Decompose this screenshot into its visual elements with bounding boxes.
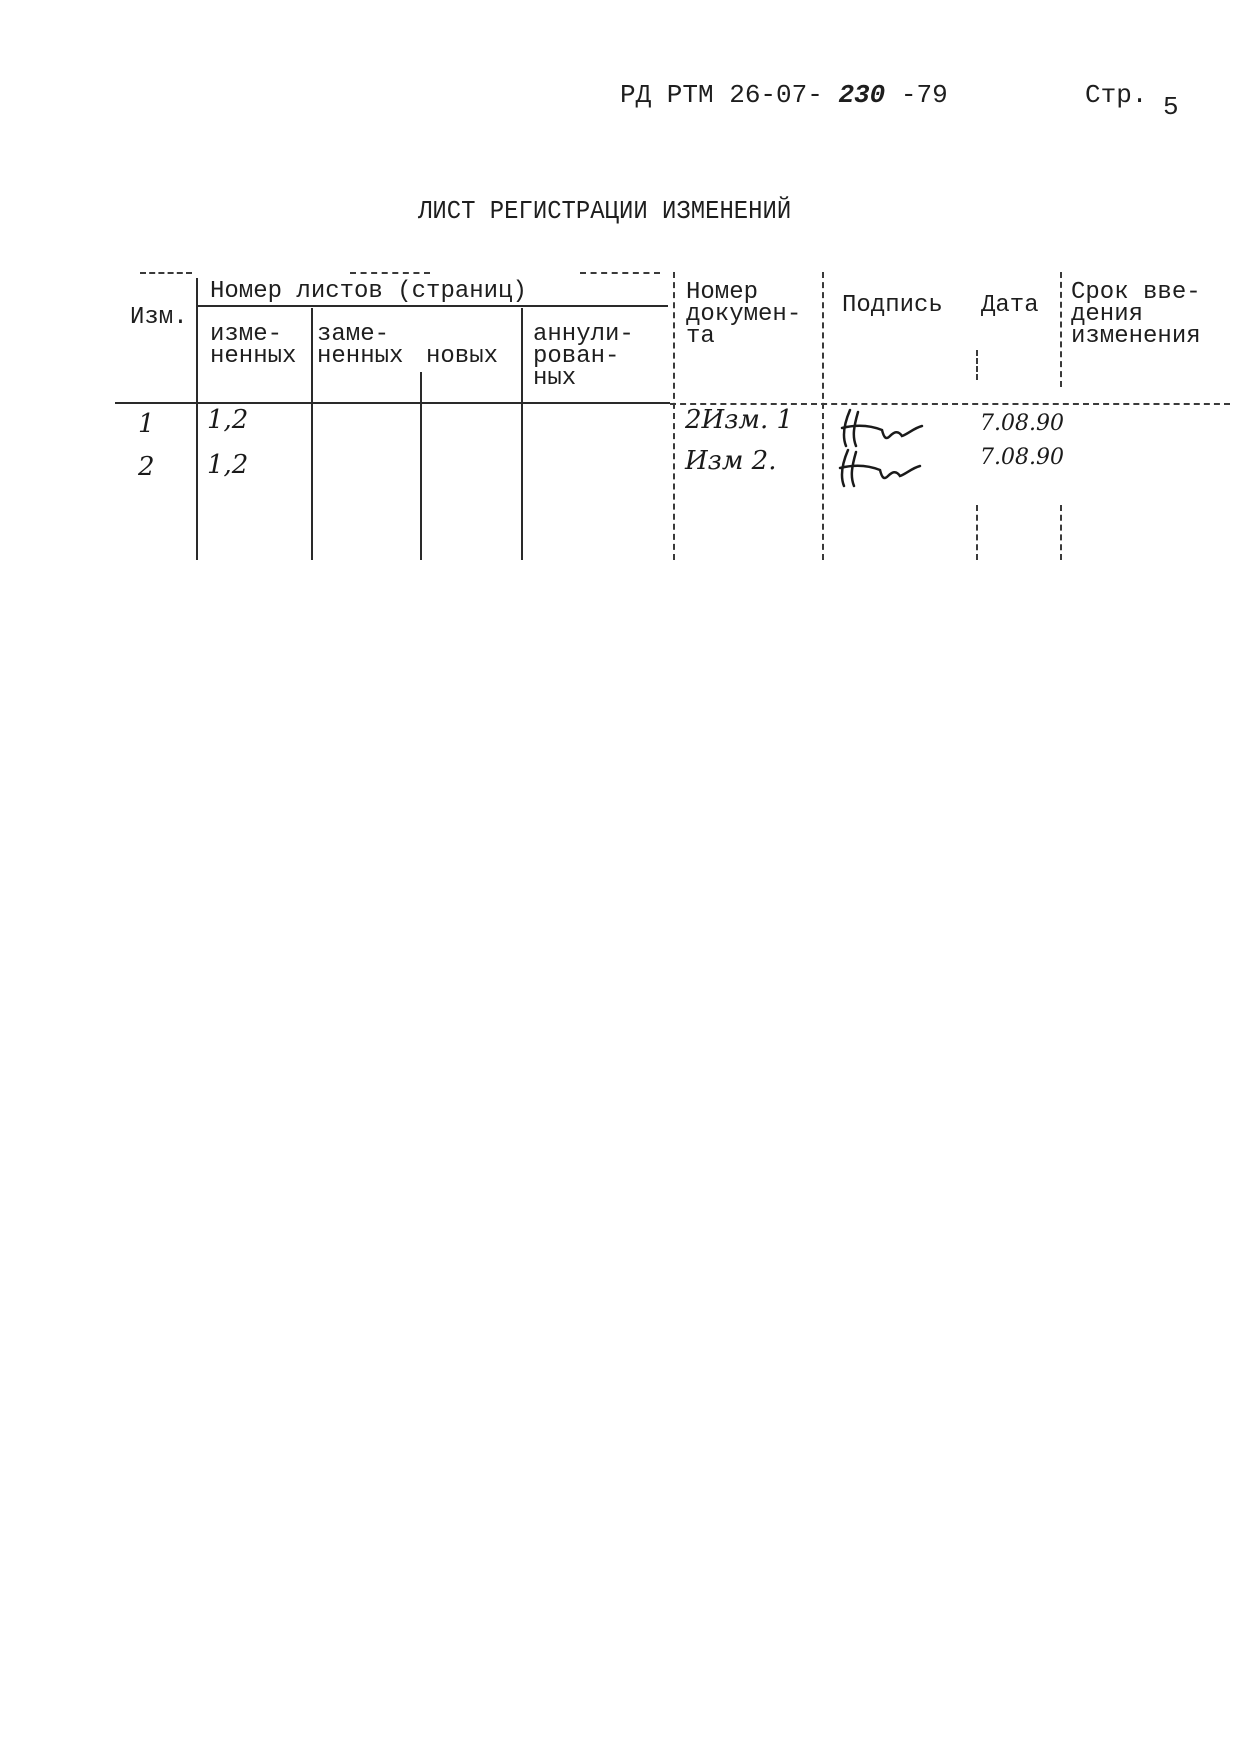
col-header-changed: изме- ненных <box>210 321 297 370</box>
group-header-underline <box>196 305 668 307</box>
col-header-replaced: заме- ненных <box>317 321 404 370</box>
col-divider-izm <box>196 278 198 560</box>
col-divider-annulled <box>673 272 675 560</box>
row-date: 7.08.90 <box>980 411 1064 436</box>
col-header-new: новых <box>426 343 499 370</box>
col-divider-signature <box>976 350 978 380</box>
col-header-doc: Номер докумен- та <box>686 279 802 350</box>
col-divider-signature <box>976 505 978 560</box>
row-izm: 1 <box>138 409 155 439</box>
col-divider-date <box>1060 272 1062 387</box>
page-number: 5 <box>1163 92 1179 122</box>
document-code-suffix: -79 <box>900 80 948 110</box>
document-code <box>620 80 948 110</box>
table-top-border <box>140 272 192 274</box>
signature-mark <box>838 406 928 450</box>
row-changed: 1,2 <box>207 405 249 435</box>
table-top-border <box>580 272 660 274</box>
col-header-group: Номер листов (страниц) <box>210 278 527 305</box>
row-changed: 1,2 <box>207 450 249 480</box>
col-header-term: Срок вве- дения изменения <box>1071 279 1201 350</box>
row-date: 7.08.90 <box>980 445 1064 470</box>
col-header-date: Дата <box>981 292 1039 319</box>
header-bottom-line <box>115 402 670 404</box>
col-divider-replaced <box>420 372 422 560</box>
page-indicator <box>1085 80 1179 122</box>
row-izm: 2 <box>138 452 155 482</box>
page-label: Стр. <box>1085 80 1148 110</box>
row-doc: Изм 2. <box>685 446 777 476</box>
document-code-number: 230 <box>838 80 886 110</box>
col-divider-new <box>521 308 523 560</box>
col-divider-doc <box>822 272 824 560</box>
document-code-prefix: РД РТМ 26-07- <box>620 80 823 110</box>
row-doc: 2Изм. 1 <box>685 405 794 435</box>
col-header-izm: Изм. <box>130 304 188 331</box>
col-divider-changed <box>311 308 313 560</box>
signature-mark <box>834 446 924 490</box>
col-header-signature: Подпись <box>842 292 943 319</box>
col-divider-date <box>1060 505 1062 560</box>
col-header-annulled: аннули- рован- ных <box>533 321 634 392</box>
page-title: ЛИСТ РЕГИСТРАЦИИ ИЗМЕНЕНИЙ <box>418 196 792 226</box>
table-top-border <box>350 272 430 274</box>
